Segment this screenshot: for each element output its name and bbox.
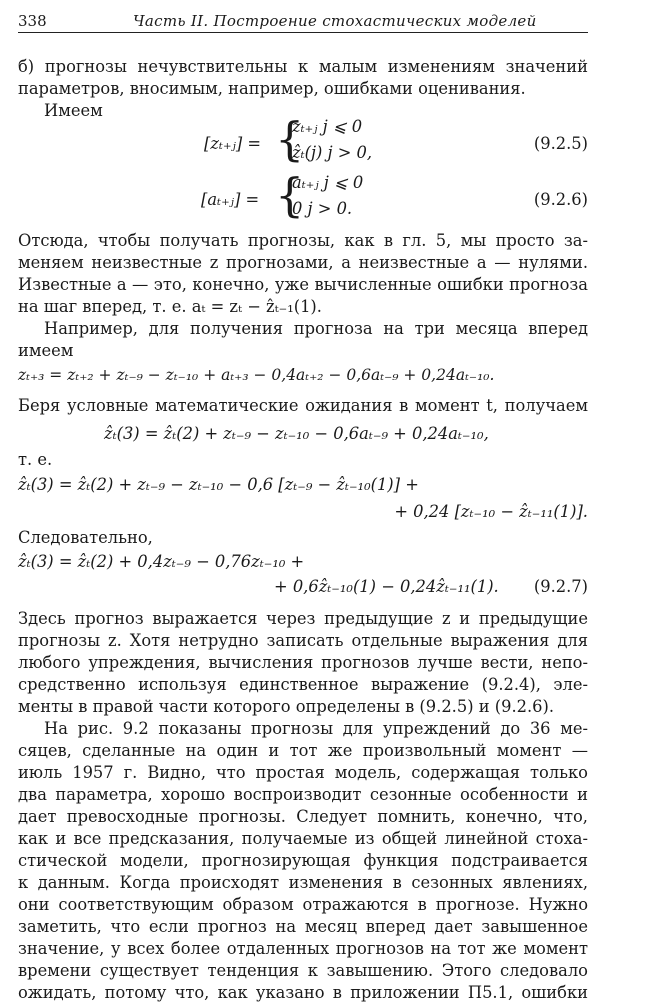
equation-9-2-6-case-1: aₜ₊ⱼ j ⩽ 0 [292,173,364,192]
text-line: к данным. Когда происходят изменения в сезонных явлениях, [18,873,588,892]
running-header [18,8,588,33]
equation-forecast-line-1: ẑₜ(3) = ẑₜ(2) + zₜ₋₉ − zₜ₋₁₀ − 0,6 [zₜ₋₉ − ẑₜ₋₁₀(1)] + [18,475,419,494]
equation-z-t-plus-3: zₜ₊₃ = zₜ₊₂ + zₜ₋₉ − zₜ₋₁₀ + aₜ₊₃ − 0,4aₜ₊₂ − 0,6aₜ₋₉ + 0,24aₜ₋₁₀. [18,366,495,384]
equation-9-2-6-lhs: [aₜ₊ⱼ] = [201,190,260,209]
page-number: 338 [18,12,47,30]
text-line: Здесь прогноз выражается через предыдущие z и предыдущие [18,609,588,628]
text-line: параметров, вносимым, например, ошибками оценивания. [18,79,526,98]
text-line: Известные a — это, конечно, уже вычисленные ошибки прогноза [18,275,588,294]
text-line: значение, у всех более отдаленных прогнозов на тот же момент [18,939,588,958]
text-line: июль 1957 г. Видно, что простая модель, содержащая только [18,763,588,782]
equation-9-2-7-line-1: ẑₜ(3) = ẑₜ(2) + 0,4zₜ₋₉ − 0,76zₜ₋₁₀ + [18,552,305,571]
brace-9-2-6: { [275,168,305,222]
equation-9-2-7-line-2: + 0,6ẑₜ₋₁₀(1) − 0,24ẑₜ₋₁₁(1). [274,577,499,596]
text-line: имеем [18,341,74,360]
text-line: ожидать, потому что, как указано в приложении П5.1, ошибки [18,983,588,1002]
equation-number-9-2-5: (9.2.5) [533,134,588,153]
text-line: б) прогнозы нечувствительны к малым изменениям значений [18,57,588,76]
text-line: на шаг вперед, т. е. aₜ = zₜ − ẑₜ₋₁(1). [18,297,322,316]
text-line: Беря условные математические ожидания в момент t, получаем [18,396,588,415]
text-line: На рис. 9.2 показаны прогнозы для упреждений до 36 ме- [44,719,588,738]
text-line: меняем неизвестные z прогнозами, а неизвестные a — нулями. [18,253,588,272]
text-line: любого упреждения, вычисления прогнозов лучше вести, непо- [18,653,588,672]
text-line: т. е. [18,450,53,469]
text-line: они соответствующим образом отражаются в прогнозе. Нужно [18,895,588,914]
running-title: Часть II. Построение стохастических моделей [133,12,537,30]
book-page [18,8,588,1002]
equation-9-2-5-lhs: [zₜ₊ⱼ] = [204,134,262,153]
text-line: заметить, что если прогноз на месяц вперед дает завышенное [18,917,588,936]
equation-number-9-2-6: (9.2.6) [533,190,588,209]
text-line: Например, для получения прогноза на три месяца вперед [44,319,588,338]
text-line: средственно используя единственное выражение (9.2.4), эле- [18,675,588,694]
text-line: как и все предсказания, получаемые из общей линейной стоха- [18,829,588,848]
text-line: прогнозы z. Хотя нетрудно записать отдельные выражения для [18,631,588,650]
text-line: два параметра, хорошо воспроизводит сезонные особенности и [18,785,588,804]
equation-9-2-5-case-2: ẑₜ(j) j > 0, [292,143,373,162]
text-line: менты в правой части которого определены в (9.2.5) и (9.2.6). [18,697,555,716]
text-line: дает превосходные прогнозы. Следует помнить, конечно, что, [18,807,588,826]
text-line: стической модели, прогнозирующая функция подстраивается [18,851,588,870]
equation-9-2-5-case-1: zₜ₊ⱼ j ⩽ 0 [292,117,363,136]
text-line: Следовательно, [18,528,153,547]
text-line: времени существует тенденция к завышению. Этого следовало [18,961,588,980]
text-line: Отсюда, чтобы получать прогнозы, как в гл. 5, мы просто за- [18,231,588,250]
text-line: сяцев, сделанные на один и тот же произвольный момент — [18,741,588,760]
brace-9-2-5: { [275,112,305,166]
equation-forecast-line-2: + 0,24 [zₜ₋₁₀ − ẑₜ₋₁₁(1)]. [394,502,588,521]
equation-conditional-expectation: ẑₜ(3) = ẑₜ(2) + zₜ₋₉ − zₜ₋₁₀ − 0,6aₜ₋₉ + 0,24aₜ₋₁₀, [104,424,489,443]
text-line: Имеем [44,101,103,120]
equation-9-2-6-case-2: 0 j > 0. [292,199,353,218]
equation-number-9-2-7: (9.2.7) [533,577,588,596]
